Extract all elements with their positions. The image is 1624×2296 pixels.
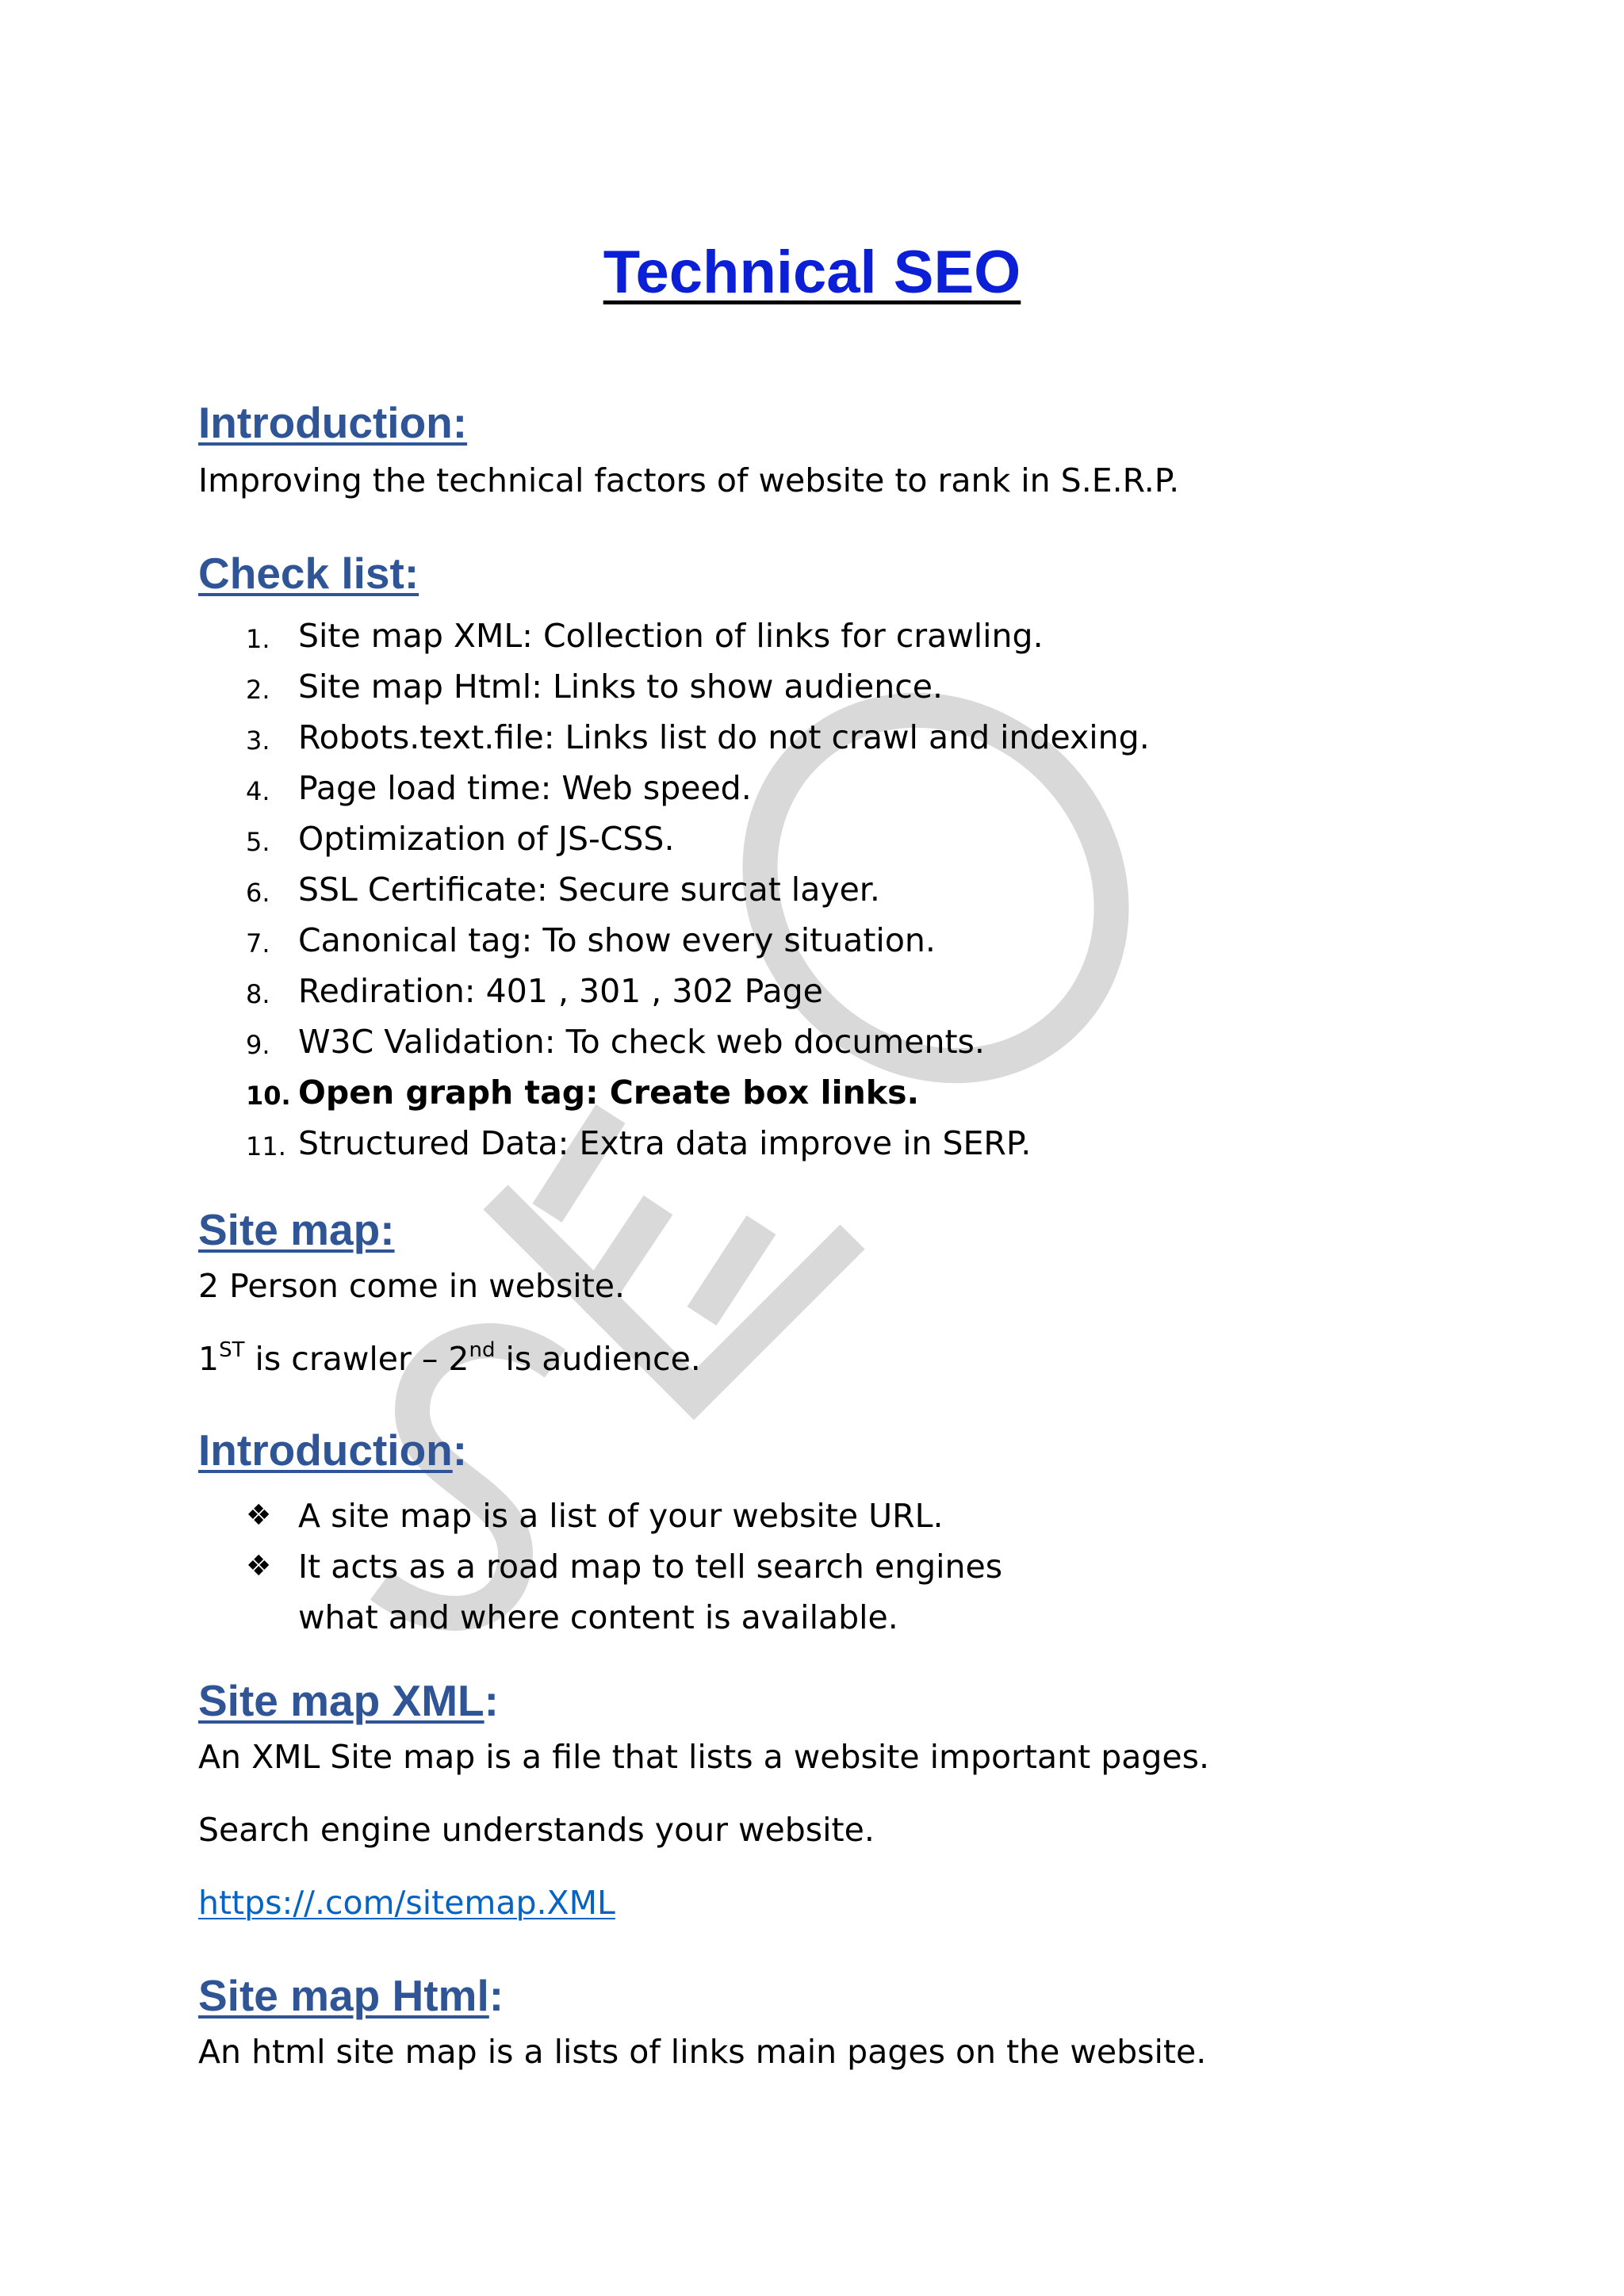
list-item: ❖ It acts as a road map to tell search engines what and where content is available. bbox=[198, 1541, 1002, 1643]
checklist-heading: Check list: bbox=[198, 549, 419, 598]
sitemap-text-1: 2 Person come in website. bbox=[198, 1267, 626, 1305]
introduction-text: Improving the technical factors of website to rank in S.E.R.P. bbox=[198, 461, 1180, 499]
sitemap-text-2: 1ST is crawler – 2nd is audience. bbox=[198, 1338, 701, 1378]
diamond-bullet-icon: ❖ bbox=[246, 1550, 272, 1582]
sitemap-xml-link[interactable]: https://.com/sitemap.XML bbox=[198, 1884, 615, 1922]
list-item: ❖ A site map is a list of your website URL. bbox=[198, 1490, 1002, 1541]
document-title: Technical SEO bbox=[603, 239, 1021, 306]
introduction2-heading: Introduction: bbox=[198, 1425, 468, 1475]
sitemap-heading: Site map: bbox=[198, 1205, 395, 1254]
sitemap-html-heading: Site map Html: bbox=[198, 1971, 504, 2020]
sitemap-xml-text-1: An XML Site map is a file that lists a website important pages. bbox=[198, 1738, 1210, 1776]
sitemap-xml-heading: Site map XML: bbox=[198, 1676, 499, 1725]
document-page: Technical SEO Introduction: Improving the technical factors of website to rank in S.E.R.P. Check list: 1. Site map XML: Collection of links for crawling. 2. Site map Html: Links to show audience. 3. Robots.text.file: Links list do not crawl and indexing. 4. Page load time: Web speed. 5. Optimization of JS-CSS. 6. SSL Certificate: Secure surcat layer. 7. Canonical tag: To show every situation. 8. Rediration: 401 , 301 , 302 Page 9. W3C Validation: To check web documents. 10. Open graph tag: Create box links. 11. Structured Data: Extra data improve in SERP. Site map: 2 Person come in website. 1ST is crawler – 2nd is audience. Introduction: ❖ A site map is a list of your website URL. ❖ It acts as a road map to tell search engines what and where content is available. Site map XML: An XML Site map is a file that lists a website important pages. Search engine understands your website. https://.com/sitemap.XML Site map Html: An html site map is a lists of links main pages on the website. bbox=[0, 0, 1624, 2296]
diamond-bullet-icon: ❖ bbox=[246, 1499, 272, 1532]
sitemap-xml-text-2: Search engine understands your website. bbox=[198, 1811, 875, 1849]
sitemap-xml-link-line bbox=[198, 1881, 615, 1925]
sitemap-html-text: An html site map is a lists of links main pages on the website. bbox=[198, 2033, 1207, 2071]
introduction-heading: Introduction: bbox=[198, 398, 468, 447]
introduction2-bullets bbox=[198, 1490, 1002, 1643]
